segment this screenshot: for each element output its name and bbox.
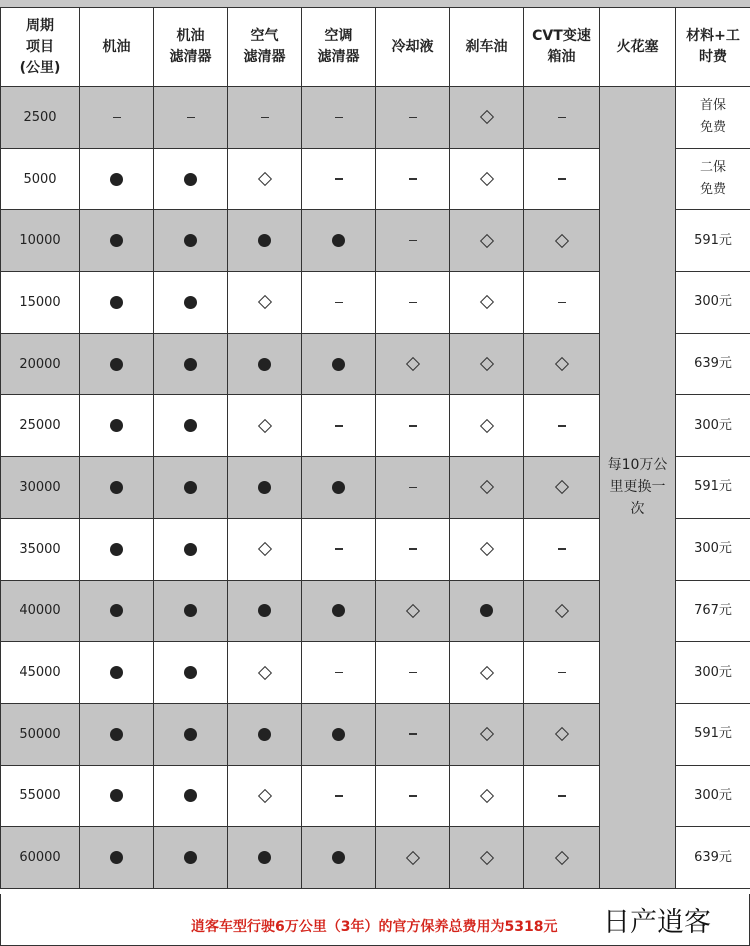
mark-cell-coolant [376, 703, 450, 765]
inspect-mark [479, 295, 493, 309]
replace-mark [184, 543, 197, 556]
period-cell: 30000 [1, 457, 80, 519]
inspect-mark [257, 172, 271, 186]
replace-mark [480, 604, 493, 617]
replace-mark [332, 851, 345, 864]
mark-cell-ac-filter [302, 580, 376, 642]
none-mark [409, 302, 417, 304]
cost-cell [676, 518, 750, 580]
mark-cell-brake-fluid [450, 580, 524, 642]
cost-text: 591元 [694, 726, 732, 742]
mark-cell-cvt-oil [524, 765, 600, 827]
none-mark [335, 795, 343, 797]
summary-footer [0, 894, 750, 946]
inspect-mark [554, 604, 568, 618]
mark-cell-ac-filter [302, 642, 376, 704]
replace-mark [332, 358, 345, 371]
mark-cell-air-filter [228, 518, 302, 580]
mark-cell-air-filter [228, 87, 302, 149]
inspect-mark [554, 357, 568, 371]
table-row [1, 87, 750, 149]
mark-cell-oil-filter [154, 333, 228, 395]
period-cell: 60000 [1, 827, 80, 889]
mark-cell-ac-filter [302, 210, 376, 272]
none-mark [409, 733, 417, 735]
replace-mark [258, 851, 271, 864]
mark-cell-air-filter [228, 827, 302, 889]
mark-cell-cvt-oil [524, 395, 600, 457]
mark-cell-oil-filter [154, 765, 228, 827]
mark-cell-oil-filter [154, 457, 228, 519]
mark-cell-oil [80, 580, 154, 642]
mark-cell-oil-filter [154, 210, 228, 272]
inspect-mark [479, 480, 493, 494]
mark-cell-air-filter [228, 272, 302, 334]
mark-cell-oil [80, 87, 154, 149]
mark-cell-air-filter [228, 642, 302, 704]
replace-mark [110, 481, 123, 494]
mark-cell-ac-filter [302, 703, 376, 765]
cost-text: 300元 [694, 664, 732, 680]
mark-cell-brake-fluid [450, 703, 524, 765]
replace-mark [110, 358, 123, 371]
mark-cell-brake-fluid [450, 148, 524, 210]
replace-mark [258, 728, 271, 741]
replace-mark [184, 234, 197, 247]
mark-cell-brake-fluid [450, 642, 524, 704]
mark-cell-oil [80, 272, 154, 334]
mark-cell-coolant [376, 580, 450, 642]
inspect-mark [479, 665, 493, 679]
mark-cell-oil-filter [154, 87, 228, 149]
replace-mark [184, 296, 197, 309]
mark-cell-air-filter [228, 765, 302, 827]
cost-text: 首保 免费 [699, 98, 726, 136]
inspect-mark [257, 542, 271, 556]
period-cell: 25000 [1, 395, 80, 457]
none-mark [409, 240, 417, 242]
none-mark [409, 425, 417, 427]
period-cell: 35000 [1, 518, 80, 580]
period-cell: 10000 [1, 210, 80, 272]
mark-cell-coolant [376, 827, 450, 889]
inspect-mark [257, 789, 271, 803]
mark-cell-cvt-oil [524, 457, 600, 519]
mark-cell-air-filter [228, 457, 302, 519]
none-mark [409, 795, 417, 797]
none-mark [187, 117, 195, 119]
replace-mark [110, 789, 123, 802]
mark-cell-oil [80, 703, 154, 765]
mark-cell-air-filter [228, 148, 302, 210]
none-mark [409, 487, 417, 489]
inspect-mark [479, 542, 493, 556]
replace-mark [184, 789, 197, 802]
inspect-mark [479, 234, 493, 248]
mark-cell-cvt-oil [524, 333, 600, 395]
inspect-mark [479, 727, 493, 741]
mark-cell-brake-fluid [450, 765, 524, 827]
mark-cell-ac-filter [302, 827, 376, 889]
mark-cell-cvt-oil [524, 703, 600, 765]
brand-watermark: 日产逍客 [603, 907, 711, 938]
mark-cell-oil-filter [154, 272, 228, 334]
mark-cell-cvt-oil [524, 580, 600, 642]
mark-cell-oil [80, 642, 154, 704]
mark-cell-cvt-oil [524, 642, 600, 704]
inspect-mark [554, 480, 568, 494]
mark-cell-oil [80, 765, 154, 827]
none-mark [558, 178, 566, 180]
cost-cell [676, 642, 750, 704]
none-mark [558, 302, 566, 304]
mark-cell-oil [80, 457, 154, 519]
replace-mark [110, 173, 123, 186]
none-mark [335, 302, 343, 304]
mark-cell-coolant [376, 87, 450, 149]
mark-cell-ac-filter [302, 395, 376, 457]
none-mark [558, 425, 566, 427]
cost-cell [676, 333, 750, 395]
mark-cell-oil-filter [154, 518, 228, 580]
mark-cell-oil [80, 148, 154, 210]
replace-mark [110, 234, 123, 247]
inspect-mark [479, 419, 493, 433]
none-mark [409, 117, 417, 119]
header-air-filter: 空气 滤清器 [228, 8, 302, 87]
replace-mark [110, 851, 123, 864]
mark-cell-oil-filter [154, 642, 228, 704]
mark-cell-air-filter [228, 333, 302, 395]
mark-cell-ac-filter [302, 87, 376, 149]
period-cell: 20000 [1, 333, 80, 395]
mark-cell-oil-filter [154, 395, 228, 457]
mark-cell-ac-filter [302, 333, 376, 395]
mark-cell-cvt-oil [524, 272, 600, 334]
header-brake-fluid: 刹车油 [450, 8, 524, 87]
replace-mark [184, 419, 197, 432]
mark-cell-ac-filter [302, 148, 376, 210]
replace-mark [110, 728, 123, 741]
cost-cell [676, 703, 750, 765]
mark-cell-brake-fluid [450, 210, 524, 272]
none-mark [335, 425, 343, 427]
replace-mark [110, 419, 123, 432]
mark-cell-cvt-oil [524, 827, 600, 889]
cost-cell [676, 580, 750, 642]
replace-mark [258, 604, 271, 617]
cost-text: 639元 [694, 356, 732, 372]
cost-text: 300元 [694, 541, 732, 557]
header-oil-filter: 机油 滤清器 [154, 8, 228, 87]
none-mark [335, 548, 343, 550]
mark-cell-coolant [376, 210, 450, 272]
inspect-mark [554, 234, 568, 248]
maintenance-table [0, 7, 750, 889]
mark-cell-oil-filter [154, 703, 228, 765]
none-mark [558, 672, 566, 674]
replace-mark [184, 481, 197, 494]
inspect-mark [554, 727, 568, 741]
mark-cell-oil [80, 518, 154, 580]
inspect-mark [405, 604, 419, 618]
mark-cell-oil-filter [154, 148, 228, 210]
none-mark [409, 178, 417, 180]
cost-cell [676, 148, 750, 210]
none-mark [409, 548, 417, 550]
mark-cell-brake-fluid [450, 457, 524, 519]
mark-cell-ac-filter [302, 765, 376, 827]
replace-mark [110, 604, 123, 617]
replace-mark [258, 358, 271, 371]
period-cell: 45000 [1, 642, 80, 704]
header-period: 周期 项目 (公里) [1, 8, 80, 87]
mark-cell-coolant [376, 395, 450, 457]
period-cell: 15000 [1, 272, 80, 334]
cost-cell [676, 395, 750, 457]
header-row [1, 8, 750, 87]
replace-mark [184, 851, 197, 864]
period-cell: 5000 [1, 148, 80, 210]
mark-cell-air-filter [228, 580, 302, 642]
replace-mark [110, 666, 123, 679]
period-cell: 50000 [1, 703, 80, 765]
replace-mark [184, 173, 197, 186]
none-mark [335, 672, 343, 674]
inspect-mark [257, 419, 271, 433]
mark-cell-coolant [376, 457, 450, 519]
none-mark [335, 117, 343, 119]
mark-cell-cvt-oil [524, 518, 600, 580]
cost-cell [676, 457, 750, 519]
mark-cell-coolant [376, 333, 450, 395]
none-mark [558, 117, 566, 119]
replace-mark [184, 666, 197, 679]
replace-mark [332, 604, 345, 617]
none-mark [409, 672, 417, 674]
none-mark [558, 548, 566, 550]
header-coolant: 冷却液 [376, 8, 450, 87]
replace-mark [332, 234, 345, 247]
header-spark-plug: 火花塞 [600, 8, 676, 87]
replace-mark [258, 481, 271, 494]
mark-cell-air-filter [228, 703, 302, 765]
header-cvt-oil: CVT变速 箱油 [524, 8, 600, 87]
inspect-mark [479, 789, 493, 803]
cost-cell [676, 827, 750, 889]
replace-mark [184, 728, 197, 741]
mark-cell-oil [80, 827, 154, 889]
replace-mark [110, 543, 123, 556]
cost-text: 二保 免费 [699, 160, 726, 198]
header-cost: 材料+工 时费 [676, 8, 750, 87]
mark-cell-ac-filter [302, 518, 376, 580]
mark-cell-brake-fluid [450, 272, 524, 334]
mark-cell-cvt-oil [524, 87, 600, 149]
cost-text: 591元 [694, 479, 732, 495]
cost-cell [676, 765, 750, 827]
mark-cell-brake-fluid [450, 87, 524, 149]
replace-mark [332, 481, 345, 494]
period-cell: 55000 [1, 765, 80, 827]
header-ac-filter: 空调 滤清器 [302, 8, 376, 87]
period-cell: 40000 [1, 580, 80, 642]
inspect-mark [405, 357, 419, 371]
replace-mark [110, 296, 123, 309]
mark-cell-oil-filter [154, 580, 228, 642]
mark-cell-oil [80, 210, 154, 272]
header-oil: 机油 [80, 8, 154, 87]
mark-cell-brake-fluid [450, 333, 524, 395]
spark-plug-note: 每10万公里更换一次 [600, 87, 676, 889]
mark-cell-air-filter [228, 395, 302, 457]
cost-text: 300元 [694, 294, 732, 310]
inspect-mark [405, 851, 419, 865]
total-cost-summary: 逍客车型行驶6万公里（3年）的官方保养总费用为5318元 [191, 919, 558, 935]
mark-cell-coolant [376, 148, 450, 210]
inspect-mark [479, 110, 493, 124]
none-mark [335, 178, 343, 180]
mark-cell-brake-fluid [450, 395, 524, 457]
none-mark [113, 117, 121, 119]
mark-cell-ac-filter [302, 272, 376, 334]
mark-cell-brake-fluid [450, 827, 524, 889]
replace-mark [184, 604, 197, 617]
mark-cell-brake-fluid [450, 518, 524, 580]
mark-cell-ac-filter [302, 457, 376, 519]
inspect-mark [257, 295, 271, 309]
mark-cell-oil [80, 333, 154, 395]
cost-cell [676, 210, 750, 272]
mark-cell-coolant [376, 765, 450, 827]
replace-mark [258, 234, 271, 247]
mark-cell-cvt-oil [524, 148, 600, 210]
cost-text: 591元 [694, 232, 732, 248]
mark-cell-coolant [376, 272, 450, 334]
cost-cell [676, 272, 750, 334]
inspect-mark [479, 172, 493, 186]
replace-mark [332, 728, 345, 741]
mark-cell-oil-filter [154, 827, 228, 889]
inspect-mark [479, 851, 493, 865]
mark-cell-coolant [376, 518, 450, 580]
replace-mark [184, 358, 197, 371]
table-body [1, 87, 750, 889]
cost-text: 767元 [694, 602, 732, 618]
mark-cell-cvt-oil [524, 210, 600, 272]
cost-text: 300元 [694, 417, 732, 433]
none-mark [261, 117, 269, 119]
mark-cell-oil [80, 395, 154, 457]
cost-text: 639元 [694, 849, 732, 865]
mark-cell-air-filter [228, 210, 302, 272]
period-cell: 2500 [1, 87, 80, 149]
cost-text: 300元 [694, 787, 732, 803]
inspect-mark [479, 357, 493, 371]
cost-cell [676, 87, 750, 149]
none-mark [558, 795, 566, 797]
inspect-mark [257, 665, 271, 679]
inspect-mark [554, 851, 568, 865]
mark-cell-coolant [376, 642, 450, 704]
